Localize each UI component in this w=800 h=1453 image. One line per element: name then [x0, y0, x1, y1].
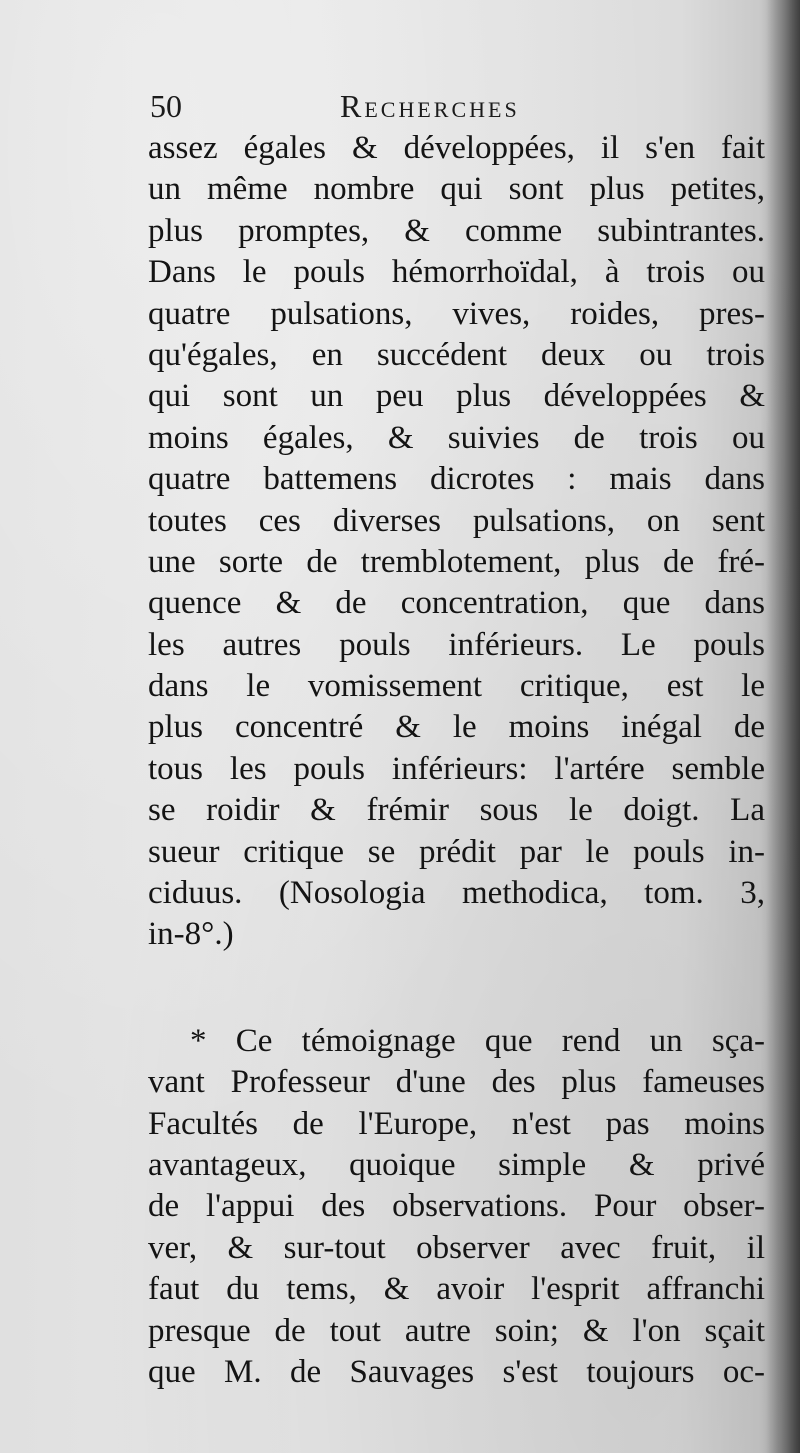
text-line: presque de tout autre soin; & l'on sçait	[148, 1312, 765, 1349]
text-line: un même nombre qui sont plus petites,	[148, 171, 765, 208]
body-text	[148, 128, 765, 1393]
text-line: qui sont un peu plus développées &	[148, 378, 765, 415]
text-line: ciduus. (Nosologia methodica, tom. 3,	[148, 875, 765, 912]
text-line: * Ce témoignage que rend un sça-	[190, 1022, 765, 1059]
text-line: faut du tems, & avoir l'esprit affranchi	[148, 1271, 765, 1308]
text-line: sueur critique se prédit par le pouls in-	[148, 833, 765, 870]
paragraph-2	[148, 1021, 765, 1394]
text-line: dans le vomissement critique, est le	[148, 668, 765, 705]
text-line: assez égales & développées, il s'en fait	[148, 130, 765, 166]
text-line: tous les pouls inférieurs: l'artére semble	[148, 750, 765, 787]
text-line: quatre battemens dicrotes : mais dans	[148, 461, 765, 498]
page-gutter-shadow	[766, 0, 800, 1453]
text-line: Facultés de l'Europe, n'est pas moins	[148, 1105, 765, 1142]
text-line: plus promptes, & comme subintrantes.	[148, 212, 765, 249]
text-line: in-8°.)	[148, 916, 234, 953]
running-head: Recherches	[340, 88, 520, 124]
text-line: avantageux, quoique simple & privé	[148, 1146, 765, 1183]
text-line: vant Professeur d'une des plus fameuses	[148, 1064, 765, 1101]
text-line: moins égales, & suivies de trois ou	[148, 419, 765, 456]
page-number: 50	[150, 88, 182, 124]
text-line: quatre pulsations, vives, roides, pres-	[148, 295, 765, 332]
page-header	[150, 84, 765, 128]
text-line: plus concentré & le moins inégal de	[148, 709, 765, 746]
paragraph-1	[148, 128, 765, 956]
text-line: que M. de Sauvages s'est toujours oc-	[148, 1353, 765, 1390]
text-line: qu'égales, en succédent deux ou trois	[148, 336, 765, 373]
text-line: quence & de concentration, que dans	[148, 585, 765, 622]
text-line: de l'appui des observations. Pour obser-	[148, 1188, 765, 1225]
text-line: se roidir & frémir sous le doigt. La	[148, 792, 765, 829]
text-line: les autres pouls inférieurs. Le pouls	[148, 626, 765, 663]
text-line: toutes ces diverses pulsations, on sent	[148, 502, 765, 539]
paragraph-gap	[148, 956, 765, 1021]
text-line: Dans le pouls hémorrhoïdal, à trois ou	[148, 254, 765, 291]
text-line: une sorte de tremblotement, plus de fré-	[148, 543, 765, 580]
text-line: ver, & sur-tout observer avec fruit, il	[148, 1229, 765, 1266]
